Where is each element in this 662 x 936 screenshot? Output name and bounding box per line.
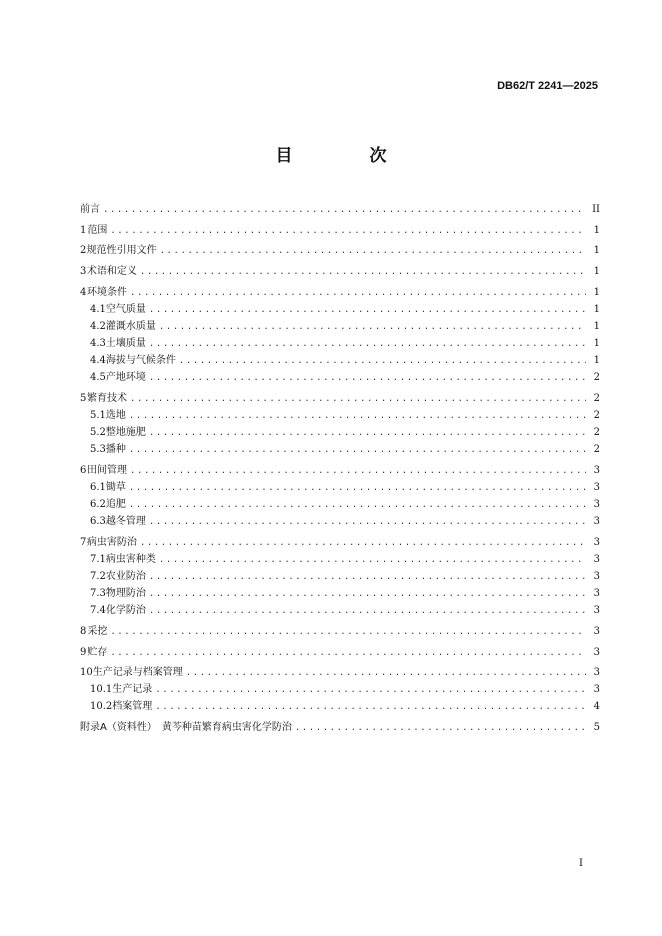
toc-entry-label: 物理防治 xyxy=(105,588,146,600)
toc-entry-page: 1 xyxy=(593,320,600,332)
toc-entry-label: 锄草 xyxy=(105,481,126,493)
toc-entry-label: 范围 xyxy=(87,224,108,236)
toc-entry-page: 3 xyxy=(593,464,600,476)
toc-entry-page: 3 xyxy=(593,516,600,528)
toc-entry-page: 3 xyxy=(593,646,600,658)
toc-entry[interactable] xyxy=(80,242,600,259)
toc-entry-page: 3 xyxy=(593,625,600,637)
toc-entry-page: 2 xyxy=(593,427,600,439)
toc-entry[interactable] xyxy=(80,301,600,318)
toc-entry-number: 6 xyxy=(80,464,87,476)
toc-entry-label: 档案管理 xyxy=(112,701,153,713)
page-title: 目 次 xyxy=(275,146,417,166)
toc-dot-leader xyxy=(140,535,586,552)
toc-entry[interactable] xyxy=(80,719,600,736)
toc-entry-number: 7.1 xyxy=(90,553,106,565)
toc-entry-page: 1 xyxy=(593,224,600,236)
toc-dot-leader xyxy=(149,514,586,531)
page-number: I xyxy=(579,858,583,869)
toc-entry[interactable] xyxy=(80,698,600,715)
toc-entry-label: 追肥 xyxy=(105,499,126,511)
toc-entry-label: 术语和定义 xyxy=(86,266,137,278)
toc-entry-number: 7.4 xyxy=(90,605,106,617)
toc-dot-leader xyxy=(129,442,586,459)
toc-entry-page: 1 xyxy=(593,245,600,257)
toc-entry-number: 10.2 xyxy=(90,701,113,713)
toc-entry-number: 5.2 xyxy=(90,427,106,439)
toc-dot-leader xyxy=(129,480,586,497)
toc-entry-label: 整地施肥 xyxy=(105,427,146,439)
toc-entry-label: 贮存 xyxy=(87,646,108,658)
toc-entry-page: 3 xyxy=(593,684,600,696)
toc-entry-number: 5.3 xyxy=(90,444,106,456)
toc-entry-number: 6.1 xyxy=(90,481,106,493)
toc-entry-label: 选地 xyxy=(105,410,126,421)
toc-entry-label: 病虫害种类 xyxy=(105,553,156,565)
toc-entry-number: 7.3 xyxy=(90,588,106,600)
toc-entry-page: 3 xyxy=(593,605,600,617)
toc-dot-leader xyxy=(129,497,586,514)
toc-entry-page: 3 xyxy=(593,667,600,679)
toc-entry-page: 3 xyxy=(593,481,600,493)
toc-dot-leader xyxy=(110,223,586,240)
toc-entry-page: 1 xyxy=(593,338,600,350)
toc-entry-number: 6.3 xyxy=(90,516,106,528)
toc-dot-leader xyxy=(160,243,586,260)
toc-entry-label: 繁育技术 xyxy=(87,392,128,404)
toc-entry[interactable] xyxy=(80,623,600,640)
toc-entry[interactable] xyxy=(80,644,600,661)
toc-dot-leader xyxy=(130,285,586,302)
toc-entry-page: 1 xyxy=(593,303,600,315)
toc-entry[interactable] xyxy=(80,318,600,335)
toc-entry[interactable] xyxy=(80,568,600,585)
toc-entry-page: 3 xyxy=(593,499,600,511)
toc-entry-label: 化学防治 xyxy=(105,605,146,617)
toc-entry-label: 越冬管理 xyxy=(105,516,146,528)
toc-entry-page: II xyxy=(592,204,600,215)
document-code: DB62/T 2241—2025 xyxy=(497,80,598,92)
toc-entry[interactable] xyxy=(80,513,600,530)
toc-entry-number: 4.5 xyxy=(90,372,106,384)
toc-entry-label: 病虫害防治 xyxy=(86,536,137,548)
toc-entry[interactable] xyxy=(80,284,600,301)
toc-entry-page: 3 xyxy=(593,536,600,548)
toc-entry[interactable] xyxy=(80,222,600,239)
toc-entry-number: 5.1 xyxy=(90,410,106,421)
toc-dot-leader xyxy=(129,408,586,425)
toc-entry-number: 5 xyxy=(80,392,87,404)
toc-dot-leader xyxy=(159,319,586,336)
toc-entry-page: 4 xyxy=(593,701,600,713)
toc-entry-number: 3 xyxy=(80,266,87,278)
table-of-contents xyxy=(80,201,600,736)
toc-entry[interactable] xyxy=(80,263,600,280)
toc-entry-label: 生产记录 xyxy=(112,684,153,696)
toc-dot-leader xyxy=(149,336,586,353)
toc-dot-leader xyxy=(179,353,586,370)
toc-entry[interactable] xyxy=(80,681,600,698)
toc-dot-leader xyxy=(186,665,586,682)
toc-entry-page: 2 xyxy=(593,372,600,384)
toc-entry-label: 农业防治 xyxy=(105,571,146,583)
toc-entry-number: 8 xyxy=(80,625,87,637)
toc-entry-label: 灌溉水质量 xyxy=(105,320,156,332)
toc-entry-label: 附录A（资料性） 黄芩种苗繁育病虫害化学防治 xyxy=(80,722,292,734)
toc-entry-number: 4.4 xyxy=(90,355,106,367)
toc-dot-leader xyxy=(130,391,586,408)
toc-entry-label: 规范性引用文件 xyxy=(86,245,157,257)
toc-entry[interactable] xyxy=(80,441,600,458)
toc-dot-leader xyxy=(130,463,586,480)
toc-entry[interactable] xyxy=(80,335,600,352)
toc-entry[interactable] xyxy=(80,201,600,218)
toc-entry[interactable] xyxy=(80,585,600,602)
toc-entry-page: 1 xyxy=(593,355,600,367)
toc-entry[interactable] xyxy=(80,462,600,479)
toc-entry[interactable] xyxy=(80,602,600,619)
toc-entry-number: 10.1 xyxy=(90,684,113,696)
toc-entry-label: 产地环境 xyxy=(105,372,146,384)
toc-entry-label: 田间管理 xyxy=(87,464,128,476)
toc-entry-number: 7.2 xyxy=(90,571,106,583)
toc-entry-page: 3 xyxy=(593,588,600,600)
toc-entry-number: 2 xyxy=(80,245,87,257)
toc-entry[interactable] xyxy=(80,424,600,441)
toc-entry-label: 播种 xyxy=(105,444,126,456)
toc-dot-leader xyxy=(149,586,586,603)
toc-entry[interactable] xyxy=(80,390,600,407)
toc-entry-page: 1 xyxy=(593,266,600,278)
toc-entry-number: 7 xyxy=(80,536,87,548)
toc-entry[interactable] xyxy=(80,664,600,681)
toc-entry-page: 1 xyxy=(593,286,600,298)
toc-dot-leader xyxy=(155,682,586,699)
toc-entry[interactable] xyxy=(80,352,600,369)
toc-entry-label: 生产记录与档案管理 xyxy=(92,667,183,679)
toc-entry-label: 土壤质量 xyxy=(105,338,146,350)
toc-entry[interactable] xyxy=(80,534,600,551)
toc-entry-page: 2 xyxy=(593,410,600,421)
toc-dot-leader xyxy=(149,569,586,586)
toc-entry[interactable] xyxy=(80,407,600,424)
toc-entry-label: 前言 xyxy=(80,204,100,215)
toc-entry-number: 1 xyxy=(80,224,87,236)
toc-entry[interactable] xyxy=(80,496,600,513)
toc-entry-label: 空气质量 xyxy=(105,303,146,315)
toc-dot-leader xyxy=(159,552,586,569)
toc-entry-page: 2 xyxy=(593,392,600,404)
toc-entry-number: 10 xyxy=(80,667,93,679)
toc-dot-leader xyxy=(110,645,586,662)
toc-entry-label: 海拔与气候条件 xyxy=(105,355,176,367)
toc-entry-page: 2 xyxy=(593,444,600,456)
toc-entry-number: 9 xyxy=(80,646,87,658)
toc-entry-number: 4.2 xyxy=(90,320,106,332)
toc-dot-leader xyxy=(149,370,586,387)
toc-entry-label: 环境条件 xyxy=(87,286,128,298)
toc-entry[interactable] xyxy=(80,551,600,568)
toc-dot-leader xyxy=(103,202,586,219)
toc-entry-number: 6.2 xyxy=(90,499,106,511)
toc-entry-label: 采挖 xyxy=(87,625,108,637)
toc-dot-leader xyxy=(149,425,586,442)
toc-dot-leader xyxy=(295,720,586,737)
toc-entry[interactable] xyxy=(80,479,600,496)
toc-dot-leader xyxy=(110,624,586,641)
toc-dot-leader xyxy=(149,603,586,620)
toc-entry-page: 5 xyxy=(593,722,600,734)
toc-entry-number: 4.1 xyxy=(90,303,106,315)
toc-entry-number: 4.3 xyxy=(90,338,106,350)
toc-entry-number: 4 xyxy=(80,286,87,298)
toc-dot-leader xyxy=(140,264,586,281)
toc-entry[interactable] xyxy=(80,369,600,386)
toc-dot-leader xyxy=(149,302,586,319)
toc-dot-leader xyxy=(155,699,586,716)
toc-entry-page: 3 xyxy=(593,571,600,583)
toc-entry-page: 3 xyxy=(593,553,600,565)
